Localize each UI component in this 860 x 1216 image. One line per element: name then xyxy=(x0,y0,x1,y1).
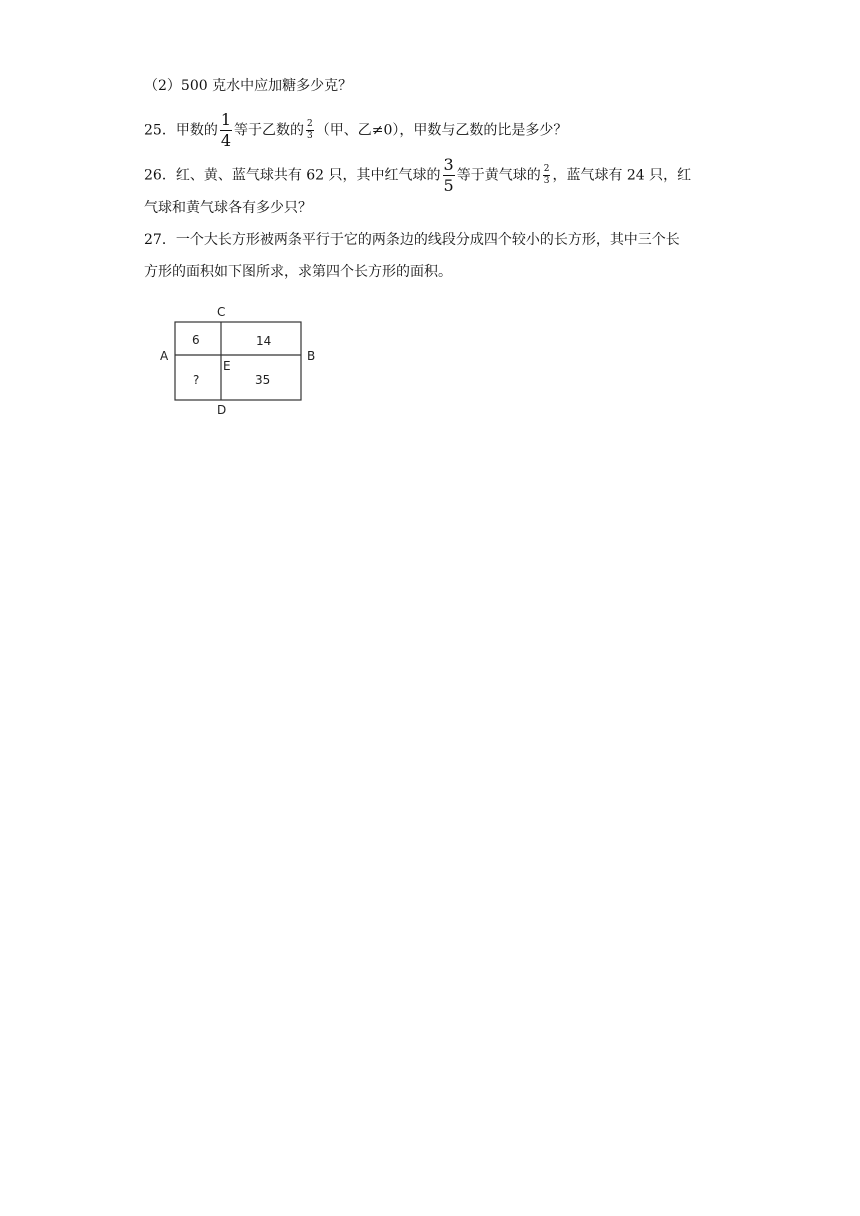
label-a: A xyxy=(160,349,169,363)
question-26-text-b: 等于黄气球的 xyxy=(456,167,541,184)
question-25-fraction-2 xyxy=(306,120,314,141)
label-b: B xyxy=(307,349,316,363)
area-top-left: 6 xyxy=(192,333,200,347)
rectangle-diagram xyxy=(155,300,325,420)
question-26-text-a: 26．红、黄、蓝气球共有 62 只，其中红气球的 xyxy=(144,167,441,184)
area-bottom-right: 35 xyxy=(255,373,271,387)
question-26-text-c: ，蓝气球有 24 只，红 xyxy=(552,167,692,184)
fraction-denominator: 3 xyxy=(307,131,313,141)
question-27-text-b: 方形的面积如下图所求，求第四个长方形的面积。 xyxy=(144,264,452,280)
label-c: C xyxy=(217,305,226,319)
question-27-line-2 xyxy=(144,262,452,282)
label-e: E xyxy=(223,359,231,373)
fraction-numerator: 1 xyxy=(220,110,232,129)
fraction-numerator: 3 xyxy=(443,155,454,174)
fraction-numerator: 2 xyxy=(543,164,550,174)
fraction-denominator: 3 xyxy=(543,176,550,186)
question-25-text-a: 25．甲数的 xyxy=(144,122,218,139)
question-26-line-2 xyxy=(144,198,312,218)
fraction-denominator: 5 xyxy=(443,176,454,195)
fraction-numerator: 2 xyxy=(307,119,313,129)
question-25-fraction-1 xyxy=(220,112,232,149)
question-26-text-d: 气球和黄气球各有多少只？ xyxy=(144,200,312,216)
question-26-line-1 xyxy=(144,157,691,194)
label-d: D xyxy=(217,403,227,417)
area-top-right: 14 xyxy=(256,334,272,348)
question-24-part-2 xyxy=(144,76,352,96)
question-26-fraction-2 xyxy=(543,165,551,186)
question-24-part-2-text: （2）500 克水中应加糖多少克？ xyxy=(144,78,353,94)
fraction-denominator: 4 xyxy=(220,131,232,150)
question-25 xyxy=(144,112,567,149)
question-27-line-1 xyxy=(144,230,680,250)
area-bottom-left: ? xyxy=(193,373,200,387)
question-25-text-c: （甲、乙≠0），甲数与乙数的比是多少？ xyxy=(315,122,568,139)
question-25-text-b: 等于乙数的 xyxy=(234,122,305,139)
question-27-text-a: 27．一个大长方形被两条平行于它的两条边的线段分成四个较小的长方形，其中三个长 xyxy=(144,232,680,248)
question-26-fraction-1 xyxy=(443,157,455,194)
